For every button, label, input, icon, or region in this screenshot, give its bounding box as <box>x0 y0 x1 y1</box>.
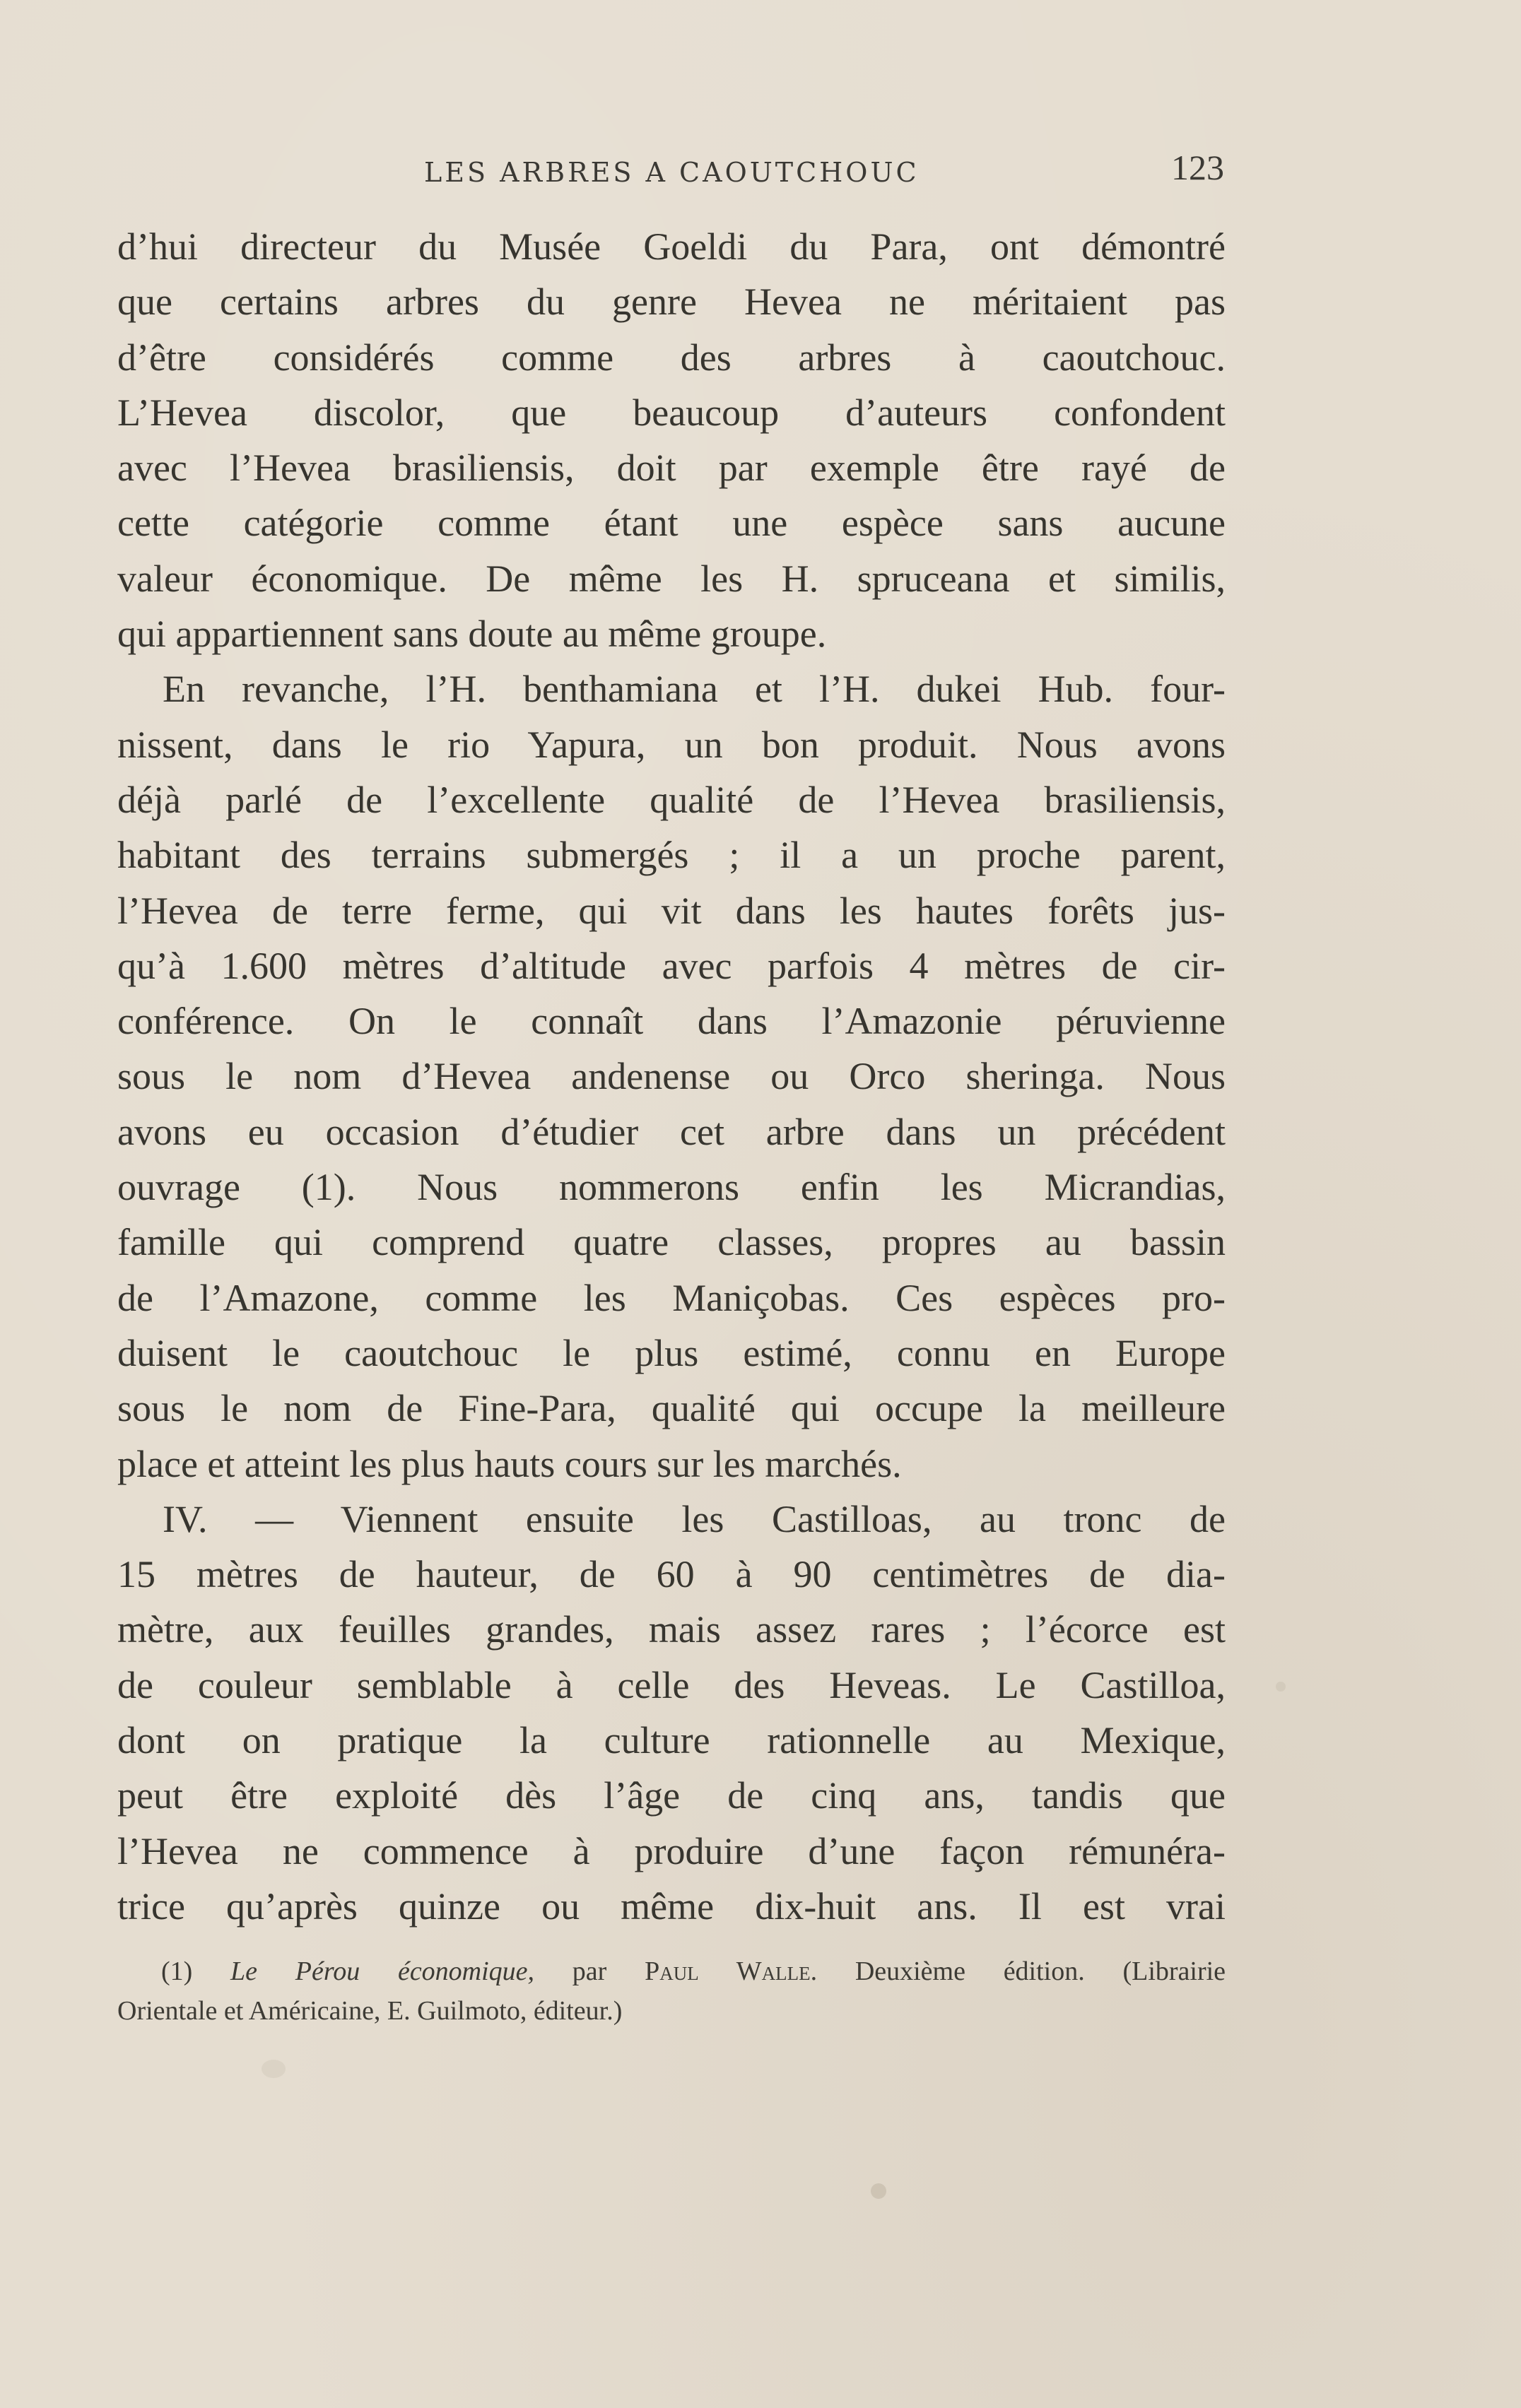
text-line: L’Hevea discolor, que beaucoup d’auteurs confondent <box>117 391 1226 434</box>
text-line: l’Hevea ne commence à produire d’une façon rémunéra- <box>117 1829 1226 1872</box>
text-line: sous le nom d’Hevea andenense ou Orco sheringa. Nous <box>117 1055 1226 1098</box>
text-line: dont on pratique la culture rationnelle au Mexique, <box>117 1719 1226 1762</box>
footnote-title: Le Pérou économique, <box>230 1956 535 1986</box>
paper-stain <box>1276 1682 1286 1692</box>
text-line: peut être exploité dès l’âge de cinq ans, tandis que <box>117 1774 1226 1817</box>
footnote-line <box>117 1952 1226 1991</box>
text-line: 15 mètres de hauteur, de 60 à 90 centimètres de dia- <box>117 1553 1226 1596</box>
text-line: sous le nom de Fine-Para, qualité qui occupe la meilleure <box>117 1387 1226 1430</box>
text-line: l’Hevea de terre ferme, qui vit dans les hautes forêts jus- <box>117 889 1226 932</box>
text-line: trice qu’après quinze ou même dix-huit ans. Il est vrai <box>117 1884 1226 1928</box>
text-line: habitant des terrains submergés ; il a un proche parent, <box>117 834 1226 877</box>
text-line: duisent le caoutchouc le plus estimé, connu en Europe <box>117 1331 1226 1374</box>
text-line: En revanche, l’H. benthamiana et l’H. dukei Hub. four- <box>163 668 1226 711</box>
text-line: valeur économique. De même les H. spruceana et similis, <box>117 557 1226 600</box>
footnote-marker: (1) <box>161 1956 193 1986</box>
footnote-author: Paul Walle. <box>645 1956 818 1986</box>
text-line: famille qui comprend quatre classes, propres au bassin <box>117 1221 1226 1264</box>
text-line: qui appartiennent sans doute au même groupe. <box>117 613 827 656</box>
text-line: d’être considérés comme des arbres à caoutchouc. <box>117 336 1226 379</box>
text-line: avec l’Hevea brasiliensis, doit par exemple être rayé de <box>117 447 1226 490</box>
text-line: IV. — Viennent ensuite les Castilloas, au tronc de <box>163 1497 1226 1540</box>
page-number: 123 <box>1171 148 1224 187</box>
text-line: de couleur semblable à celle des Heveas. Le Castilloa, <box>117 1663 1226 1706</box>
running-title: LES ARBRES A CAOUTCHOUC <box>424 157 920 188</box>
text-line: que certains arbres du genre Hevea ne méritaient pas <box>117 281 1226 324</box>
text-line: nissent, dans le rio Yapura, un bon produit. Nous avons <box>117 723 1226 766</box>
text-line: déjà parlé de l’excellente qualité de l’Hevea brasiliensis, <box>117 778 1226 821</box>
text-line: de l’Amazone, comme les Maniçobas. Ces espèces pro- <box>117 1276 1226 1319</box>
text-line: mètre, aux feuilles grandes, mais assez rares ; l’écorce est <box>117 1608 1226 1651</box>
text-line: qu’à 1.600 mètres d’altitude avec parfois 4 mètres de cir- <box>117 944 1226 987</box>
footnote-by: par <box>572 1956 607 1986</box>
text-line: avons eu occasion d’étudier cet arbre dans un précédent <box>117 1110 1226 1153</box>
footnote <box>117 1952 1226 2031</box>
footnote-line: Orientale et Américaine, E. Guilmoto, éditeur.) <box>117 1996 623 2026</box>
text-line: d’hui directeur du Musée Goeldi du Para, ont démontré <box>117 225 1226 268</box>
body-text <box>117 219 1226 1934</box>
paper-stain <box>871 2183 886 2199</box>
paper-stain <box>262 2060 286 2078</box>
text-line: ouvrage (1). Nous nommerons enfin les Micrandias, <box>117 1166 1226 1209</box>
footnote-edition: Deuxième édition. (Librairie <box>855 1956 1226 1986</box>
text-line: place et atteint les plus hauts cours sur les marchés. <box>117 1442 902 1485</box>
text-line: cette catégorie comme étant une espèce sans aucune <box>117 502 1226 545</box>
text-line: conférence. On le connaît dans l’Amazonie péruvienne <box>117 1000 1226 1043</box>
